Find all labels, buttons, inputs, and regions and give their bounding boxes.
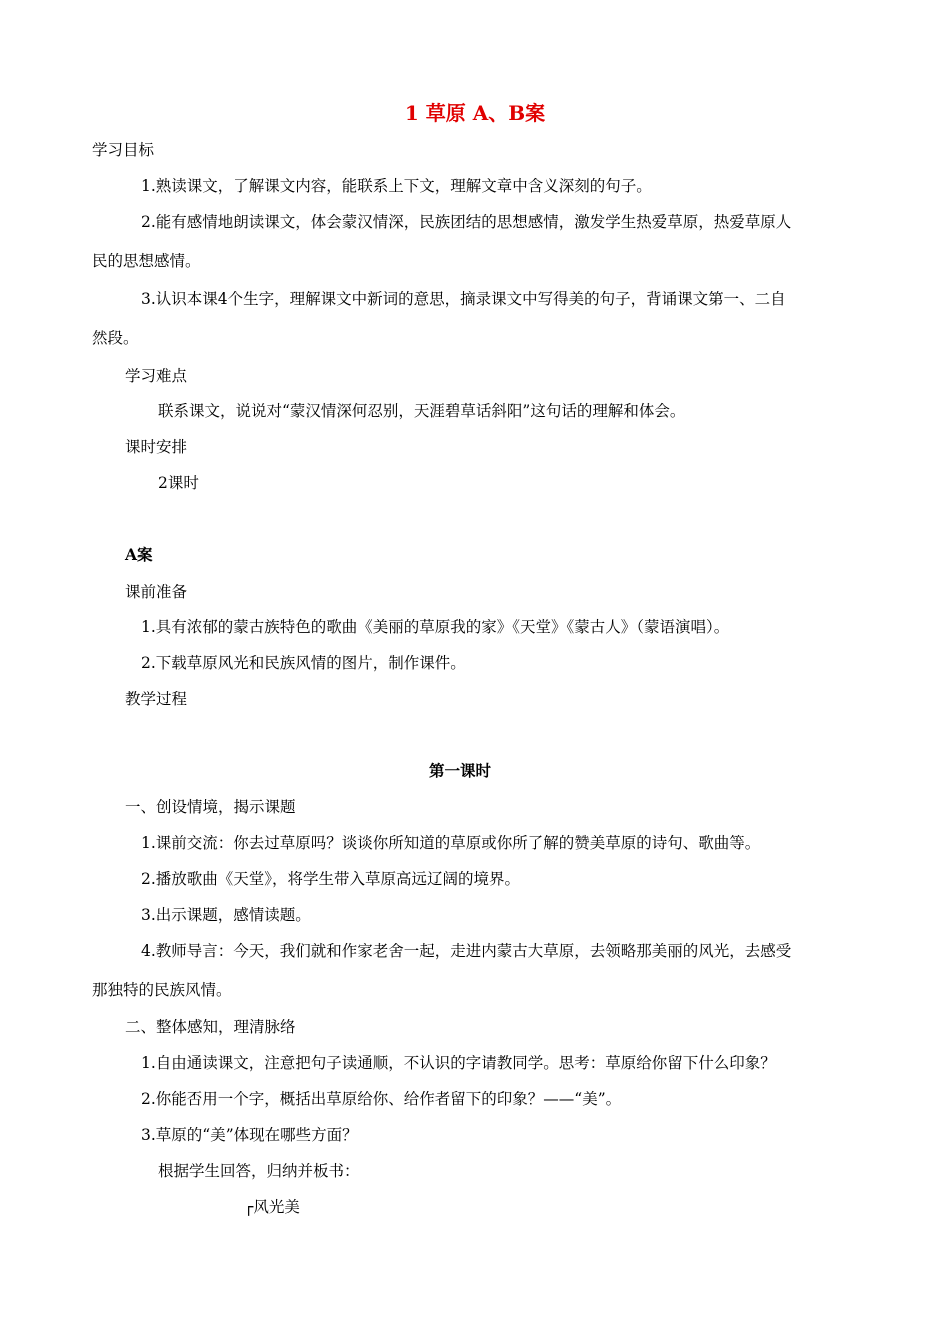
paragraph-line: 2课时 — [158, 474, 199, 492]
paragraph-line: 4.教师导言：今天，我们就和作家老舍一起，走进内蒙古大草原，去领略那美丽的风光，去感受 — [141, 942, 792, 960]
lesson-heading: 第一课时 — [428, 761, 491, 780]
document-title: 1 草原 A、B案 — [404, 101, 546, 125]
paragraph-line: 2.下载草原风光和民族风情的图片，制作课件。 — [141, 654, 466, 672]
section-heading-schedule: 课时安排 — [125, 438, 188, 456]
paragraph-line: 3.出示课题，感情读题。 — [141, 906, 311, 924]
paragraph-line: 那独特的民族风情。 — [92, 981, 232, 999]
section-heading-plan-a: A案 — [125, 545, 153, 564]
paragraph-line: 然段。 — [92, 329, 139, 347]
section-heading-objectives: 学习目标 — [92, 141, 155, 159]
paragraph-line: 1.熟读课文，了解课文内容，能联系上下文，理解文章中含义深刻的句子。 — [141, 177, 652, 195]
paragraph-line: 2.播放歌曲《天堂》，将学生带入草原高远辽阔的境界。 — [141, 870, 521, 888]
subsection-heading: 二、整体感知，理清脉络 — [125, 1018, 296, 1036]
section-heading-preparation: 课前准备 — [125, 583, 188, 601]
subsection-heading: 一、创设情境，揭示课题 — [125, 798, 296, 816]
paragraph-line: 1.课前交流：你去过草原吗？谈谈你所知道的草原或你所了解的赞美草原的诗句、歌曲等。 — [141, 834, 761, 852]
paragraph-line: 联系课文，说说对“蒙汉情深何忍别，天涯碧草话斜阳”这句话的理解和体会。 — [158, 402, 686, 420]
section-heading-difficulty: 学习难点 — [125, 367, 188, 385]
section-heading-process: 教学过程 — [125, 690, 188, 708]
paragraph-line: 3.认识本课4个生字，理解课文中新词的意思，摘录课文中写得美的句子，背诵课文第一、二自 — [141, 290, 786, 308]
paragraph-line: 1.具有浓郁的蒙古族特色的歌曲《美丽的草原我的家》《天堂》《蒙古人》（蒙语演唱）。 — [141, 618, 730, 636]
paragraph-line: 根据学生回答，归纳并板书： — [158, 1162, 360, 1180]
paragraph-line: 3.草原的“美”体现在哪些方面？ — [141, 1126, 358, 1144]
paragraph-line: 1.自由通读课文，注意把句子读通顺，不认识的字请教同学。思考：草原给你留下什么印象？ — [141, 1054, 776, 1072]
paragraph-line: 民的思想感情。 — [92, 252, 201, 270]
paragraph-line: 2.能有感情地朗读课文，体会蒙汉情深，民族团结的思想感情，激发学生热爱草原，热爱草原人 — [141, 213, 792, 231]
paragraph-line: 2.你能否用一个字，概括出草原给你、给作者留下的印象？——“美”。 — [141, 1090, 622, 1108]
board-outline-item: ┌风光美 — [244, 1198, 300, 1216]
